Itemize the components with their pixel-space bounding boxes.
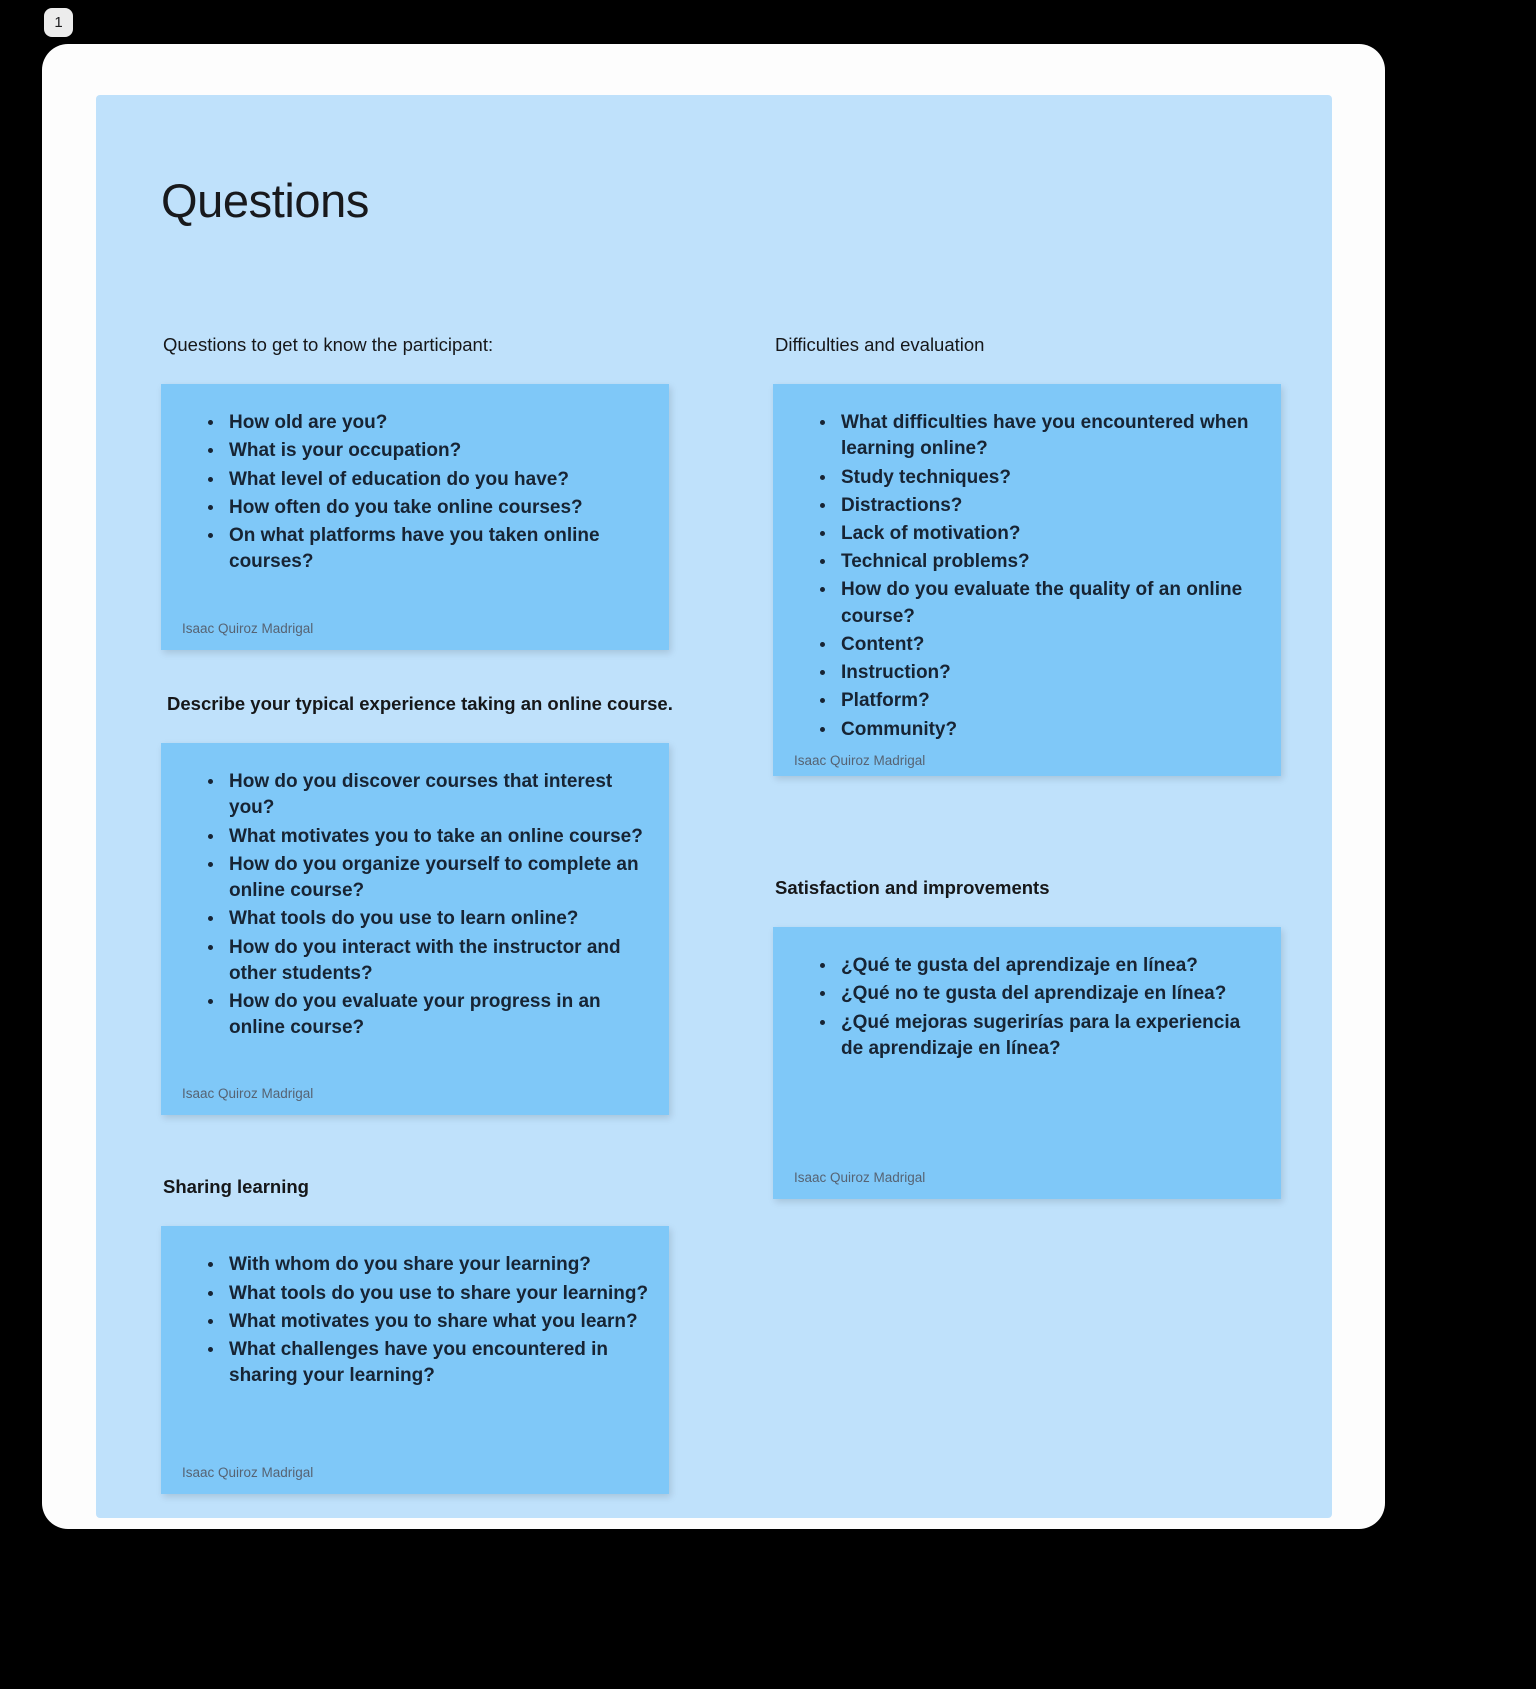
note-author: Isaac Quiroz Madrigal — [182, 621, 314, 637]
note-card-typical-experience[interactable] — [161, 743, 669, 1115]
list-item: • Study techniques? — [837, 465, 1263, 491]
list-item: • How do you interact with the instructor and other students? — [225, 935, 651, 987]
list-item: • Content? — [837, 632, 1263, 658]
list-item: • Platform? — [837, 688, 1263, 714]
right-column — [773, 333, 1281, 1494]
list-item: • On what platforms have you taken online courses? — [225, 523, 651, 575]
list-item: • What is your occupation? — [225, 438, 651, 464]
list-item: • ¿Qué mejoras sugerirías para la experiencia de aprendizaje en línea? — [837, 1010, 1263, 1062]
section-heading-sharing-learning: Sharing learning — [163, 1176, 309, 1198]
note-card-satisfaction[interactable] — [773, 927, 1281, 1199]
list-item: • With whom do you share your learning? — [225, 1252, 651, 1278]
list-item: • What challenges have you encountered in sharing your learning? — [225, 1337, 651, 1389]
list-item: • What level of education do you have? — [225, 467, 651, 493]
note-author: Isaac Quiroz Madrigal — [182, 1086, 314, 1102]
spacer — [161, 1115, 669, 1175]
list-item: • How do you evaluate the quality of an online course? — [837, 577, 1263, 629]
section-heading-participant: Questions to get to know the participant: — [163, 334, 494, 355]
section-heading-difficulties: Difficulties and evaluation — [775, 334, 985, 355]
list-item: • What motivates you to share what you learn? — [225, 1309, 651, 1335]
list-item: • Instruction? — [837, 660, 1263, 686]
list-item: • How often do you take online courses? — [225, 495, 651, 521]
list-item: • What motivates you to take an online course? — [225, 824, 651, 850]
list-item: • ¿Qué te gusta del aprendizaje en línea? — [837, 953, 1263, 979]
slide-canvas — [96, 95, 1332, 1518]
spacer — [161, 650, 669, 692]
slide-columns — [161, 333, 1281, 1494]
left-column — [161, 333, 673, 1494]
list-item: • Community? — [837, 717, 1263, 743]
list-item: • What difficulties have you encountered when learning online? — [837, 410, 1263, 462]
list-item: • Lack of motivation? — [837, 521, 1263, 547]
question-list-participant — [179, 410, 651, 577]
question-list-difficulties — [791, 410, 1263, 745]
list-item: • ¿Qué no te gusta del aprendizaje en línea? — [837, 981, 1263, 1007]
list-item: • How old are you? — [225, 410, 651, 436]
note-author: Isaac Quiroz Madrigal — [794, 1170, 926, 1186]
question-list-sharing-learning — [179, 1252, 651, 1391]
note-author: Isaac Quiroz Madrigal — [182, 1465, 314, 1481]
list-item: • How do you discover courses that interest you? — [225, 769, 651, 821]
spacer — [773, 776, 1281, 876]
question-list-typical-experience — [179, 769, 651, 1043]
list-item: • What tools do you use to learn online? — [225, 906, 651, 932]
note-author: Isaac Quiroz Madrigal — [794, 752, 926, 768]
page-number-chip[interactable]: 1 — [44, 8, 73, 37]
list-item: • Technical problems? — [837, 549, 1263, 575]
list-item: • How do you evaluate your progress in an online course? — [225, 989, 651, 1041]
document-frame — [42, 44, 1385, 1529]
list-item: • How do you organize yourself to complete an online course? — [225, 852, 651, 904]
page-title: Questions — [161, 174, 370, 227]
list-item: • What tools do you use to share your learning? — [225, 1281, 651, 1307]
list-item: • Distractions? — [837, 493, 1263, 519]
section-heading-satisfaction: Satisfaction and improvements — [775, 877, 1050, 899]
note-card-participant[interactable] — [161, 384, 669, 650]
question-list-satisfaction — [791, 953, 1263, 1064]
note-card-sharing-learning[interactable] — [161, 1226, 669, 1494]
note-card-difficulties[interactable] — [773, 384, 1281, 776]
section-heading-typical-experience: Describe your typical experience taking an online course. — [167, 693, 673, 715]
